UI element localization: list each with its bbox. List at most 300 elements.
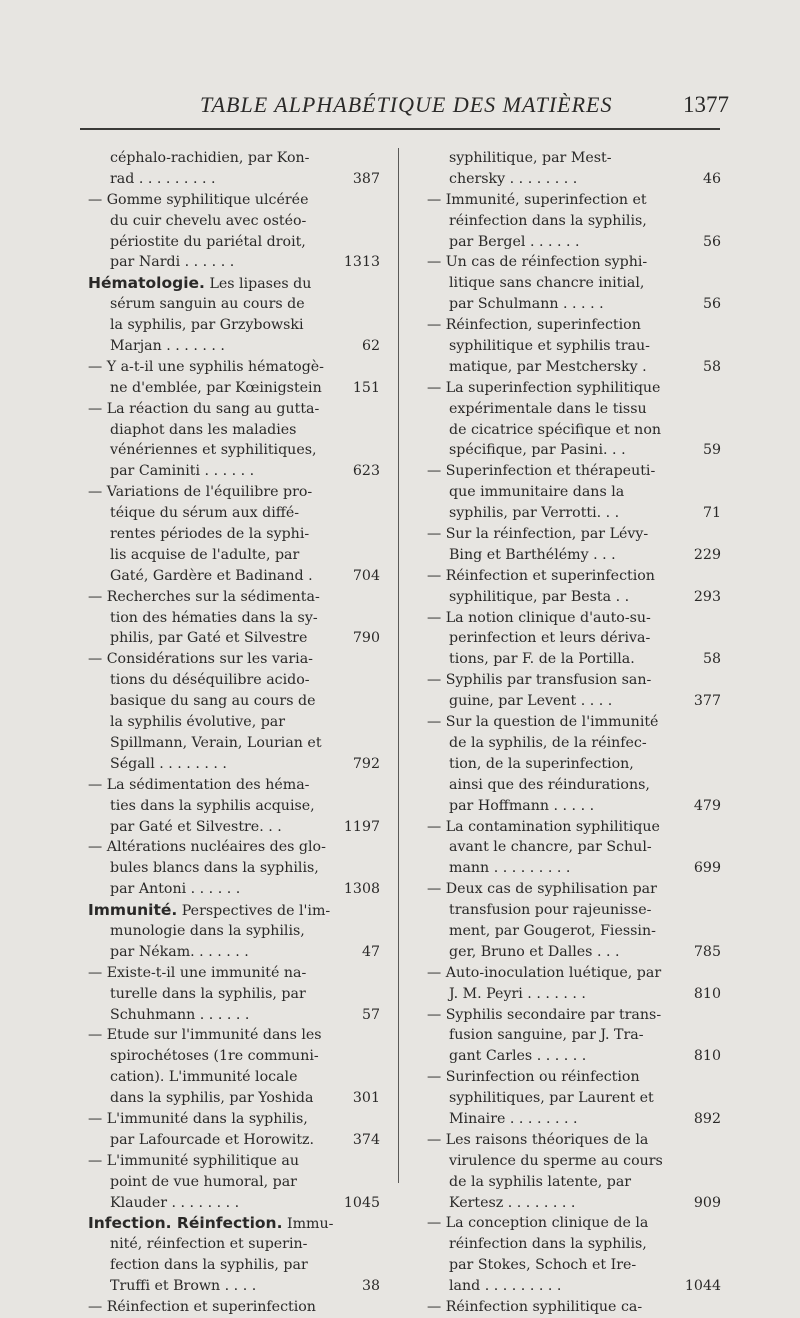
entry-line xyxy=(427,733,721,754)
page-reference: 59 xyxy=(702,442,721,459)
entry-text: par Nardi . . . . . . xyxy=(110,254,235,271)
entry-text: litique sans chancre initial, xyxy=(449,275,645,292)
entry-text: par Antoni . . . . . . xyxy=(110,881,241,898)
entry-line xyxy=(427,1005,721,1026)
page-reference: 810 xyxy=(693,1048,721,1065)
left-column xyxy=(88,148,380,1318)
page-reference: 790 xyxy=(352,630,380,647)
entry-line xyxy=(88,482,380,503)
entry-text: syphilitique, par Mest- xyxy=(449,150,612,166)
header-rule xyxy=(80,128,720,130)
entry-text: — Les raisons théoriques de la xyxy=(427,1131,649,1148)
entry-line xyxy=(427,294,721,315)
index-entry xyxy=(88,190,380,274)
entry-line xyxy=(427,273,721,294)
entry-line xyxy=(88,1046,380,1067)
page-reference: 785 xyxy=(693,943,721,960)
entry-line xyxy=(427,524,721,545)
page-reference: 56 xyxy=(702,233,721,250)
entry-line xyxy=(88,587,380,608)
entry-line xyxy=(88,754,380,775)
index-entry xyxy=(427,190,721,253)
entry-line xyxy=(88,1297,380,1318)
entry-text: avant le chancre, par Schul- xyxy=(449,839,652,856)
entry-line xyxy=(88,190,380,211)
entry-text: — Syphilis par transfusion san- xyxy=(427,672,652,689)
entry-line xyxy=(427,984,721,1005)
entry-text: de la syphilis, de la réinfec- xyxy=(449,734,647,751)
entry-text: diaphot dans les maladies xyxy=(110,421,297,438)
entry-text: — Syphilis secondaire par trans- xyxy=(427,1006,662,1023)
page-reference: 909 xyxy=(693,1194,721,1211)
index-entry xyxy=(427,963,721,1005)
column-divider xyxy=(398,148,399,1183)
entry-line xyxy=(427,879,721,900)
entry-line xyxy=(427,566,721,587)
entry-line xyxy=(88,1067,380,1088)
entry-line xyxy=(88,712,380,733)
index-entry xyxy=(427,879,721,963)
page-reference: 810 xyxy=(693,985,721,1002)
entry-text: périostite du pariétal droit, xyxy=(110,233,306,250)
entry-text: par Caminiti . . . . . . xyxy=(110,463,255,480)
entry-line xyxy=(427,545,721,566)
index-entry xyxy=(427,315,721,378)
running-title: TABLE ALPHABÉTIQUE DES MATIÈRES xyxy=(200,92,613,117)
entry-line xyxy=(427,628,721,649)
entry-line xyxy=(88,294,380,315)
index-entry xyxy=(88,900,380,963)
entry-line xyxy=(88,1213,380,1234)
page-reference: 62 xyxy=(361,338,380,355)
entry-text: — Réinfection et superinfection xyxy=(427,567,655,584)
entry-text: ainsi que des réindurations, xyxy=(449,776,650,793)
entry-line xyxy=(427,712,721,733)
entry-text: Truffi et Brown . . . . xyxy=(110,1278,257,1295)
entry-line xyxy=(88,1234,380,1255)
entry-text: — L'immunité dans la syphilis, xyxy=(88,1110,308,1127)
entry-text: — Un cas de réinfection syphi- xyxy=(427,254,648,271)
entry-line xyxy=(88,252,380,273)
entry-line xyxy=(427,1172,721,1193)
page-reference: 892 xyxy=(693,1110,721,1127)
entry-line xyxy=(88,670,380,691)
entry-text: bules blancs dans la syphilis, xyxy=(110,860,319,877)
entry-text: que immunitaire dans la xyxy=(449,484,625,501)
entry-text: Minaire . . . . . . . . xyxy=(449,1110,578,1127)
entry-text: Marjan . . . . . . . xyxy=(110,338,225,355)
entry-line xyxy=(88,524,380,545)
entry-text: cation). L'immunité locale xyxy=(110,1069,298,1086)
entry-text: par Lafourcade et Horowitz. xyxy=(110,1131,315,1148)
entry-line xyxy=(427,691,721,712)
page-reference: 387 xyxy=(352,170,380,187)
index-entry xyxy=(427,1213,721,1297)
index-entry xyxy=(427,1005,721,1068)
entry-line xyxy=(88,858,380,879)
entry-line xyxy=(88,921,380,942)
entry-line xyxy=(88,942,380,963)
entry-line xyxy=(88,357,380,378)
entry-text: guine, par Levent . . . . xyxy=(449,693,613,710)
entry-text: — Réinfection et superinfection xyxy=(88,1298,316,1315)
entry-text: chersky . . . . . . . . xyxy=(449,170,578,187)
entry-line xyxy=(427,315,721,336)
entry-text: vénériennes et syphilitiques, xyxy=(110,442,317,459)
entry-text: ger, Bruno et Dalles . . . xyxy=(449,943,620,960)
entry-text: spécifique, par Pasini. . . xyxy=(449,442,626,459)
index-entry xyxy=(88,1109,380,1151)
entry-text: basique du sang au cours de xyxy=(110,693,316,710)
entry-line xyxy=(88,733,380,754)
entry-line xyxy=(427,1088,721,1109)
index-entry xyxy=(88,587,380,650)
entry-line xyxy=(88,691,380,712)
entry-text: Bing et Barthélémy . . . xyxy=(449,546,616,563)
entry-line xyxy=(88,232,380,253)
page-reference: 57 xyxy=(361,1006,380,1023)
entry-text: Kertesz . . . . . . . . xyxy=(449,1194,576,1211)
index-entry xyxy=(427,378,721,462)
entry-text: — La superinfection syphilitique xyxy=(427,379,661,396)
entry-line xyxy=(427,1025,721,1046)
entry-text: turelle dans la syphilis, par xyxy=(110,985,306,1002)
entry-line xyxy=(427,670,721,691)
entry-line xyxy=(427,796,721,817)
entry-line xyxy=(88,1193,380,1214)
entry-text: — Altérations nucléaires des glo- xyxy=(88,839,326,856)
index-entry xyxy=(88,357,380,399)
entry-line xyxy=(427,775,721,796)
index-entry xyxy=(427,817,721,880)
entry-text: Les lipases du xyxy=(204,276,312,293)
entry-line xyxy=(88,796,380,817)
entry-line xyxy=(88,503,380,524)
index-entry xyxy=(88,399,380,483)
entry-text: syphilitique, par Besta . . xyxy=(449,588,630,605)
entry-text: Ségall . . . . . . . . xyxy=(110,755,227,772)
entry-line xyxy=(427,963,721,984)
entry-text: Gaté, Gardère et Badinand . xyxy=(110,567,313,584)
index-entry xyxy=(88,1213,380,1297)
entry-text: fusion sanguine, par J. Tra- xyxy=(449,1027,644,1044)
entry-text: — L'immunité syphilitique au xyxy=(88,1152,299,1169)
page-reference: 479 xyxy=(693,797,721,814)
entry-line xyxy=(88,461,380,482)
entry-text: Immu- xyxy=(282,1216,334,1233)
entry-line xyxy=(427,942,721,963)
entry-text: par Schulmann . . . . . xyxy=(449,296,604,313)
entry-text: perinfection et leurs dériva- xyxy=(449,630,651,647)
index-entry xyxy=(427,461,721,524)
page-reference: 792 xyxy=(352,755,380,772)
entry-text: — Considérations sur les varia- xyxy=(88,651,313,668)
entry-text: par Gaté et Silvestre. . . xyxy=(110,818,282,835)
page-reference: 38 xyxy=(361,1278,380,1295)
entry-text: gant Carles . . . . . . xyxy=(449,1048,587,1065)
index-entry xyxy=(88,775,380,838)
entry-line xyxy=(88,545,380,566)
entry-line xyxy=(88,1130,380,1151)
index-entry xyxy=(427,1067,721,1130)
entry-text: par Stokes, Schoch et Ire- xyxy=(449,1257,637,1274)
entry-line xyxy=(427,169,721,190)
entry-line xyxy=(88,273,380,294)
entry-line xyxy=(427,1234,721,1255)
index-entry xyxy=(88,649,380,774)
entry-line xyxy=(427,148,721,169)
entry-text: dans la syphilis, par Yoshida xyxy=(110,1090,314,1107)
index-entry xyxy=(427,712,721,816)
entry-line xyxy=(427,190,721,211)
page-reference: 623 xyxy=(352,463,380,480)
entry-line xyxy=(88,378,380,399)
entry-text: land . . . . . . . . . xyxy=(449,1278,562,1295)
entry-text: par Bergel . . . . . . xyxy=(449,233,580,250)
index-entry xyxy=(427,670,721,712)
page-reference: 374 xyxy=(352,1131,380,1148)
entry-text: — La notion clinique d'auto-su- xyxy=(427,609,651,626)
entry-line xyxy=(88,628,380,649)
page-reference: 229 xyxy=(693,546,721,563)
entry-text: Schuhmann . . . . . . xyxy=(110,1006,250,1023)
entry-text: du cuir chevelu avec ostéo- xyxy=(110,212,307,229)
entry-text: Spillmann, Verain, Lourian et xyxy=(110,734,322,751)
entry-line xyxy=(88,837,380,858)
index-entry xyxy=(88,1025,380,1109)
entry-line xyxy=(88,963,380,984)
entry-text: — Etude sur l'immunité dans les xyxy=(88,1027,322,1044)
entry-line xyxy=(427,461,721,482)
entry-line xyxy=(88,566,380,587)
index-entry xyxy=(427,566,721,608)
entry-text: fection dans la syphilis, par xyxy=(110,1257,308,1274)
entry-line xyxy=(427,232,721,253)
entry-text: Perspectives de l'im- xyxy=(177,903,331,920)
entry-line xyxy=(88,169,380,190)
entry-text: ment, par Gougerot, Fiessin- xyxy=(449,922,656,939)
entry-line xyxy=(88,608,380,629)
entry-line xyxy=(427,399,721,420)
entry-text: — Surinfection ou réinfection xyxy=(427,1069,640,1086)
entry-text: — Gomme syphilitique ulcérée xyxy=(88,191,309,208)
entry-text: — Recherches sur la sédimenta- xyxy=(88,588,320,605)
entry-text: nité, réinfection et superin- xyxy=(110,1236,308,1253)
entry-line xyxy=(88,649,380,670)
entry-text: — Réinfection syphilitique ca- xyxy=(427,1298,643,1315)
page-reference: 293 xyxy=(693,588,721,605)
entry-line xyxy=(427,1109,721,1130)
entry-text: — La contamination syphilitique xyxy=(427,818,660,835)
entry-text: tion, de la superinfection, xyxy=(449,755,634,772)
entry-line xyxy=(427,252,721,273)
entry-text: la syphilis évolutive, par xyxy=(110,714,286,731)
index-entry xyxy=(427,608,721,671)
entry-line xyxy=(427,1193,721,1214)
entry-text: expérimentale dans le tissu xyxy=(449,400,647,417)
entry-text: mann . . . . . . . . . xyxy=(449,860,571,877)
index-entry xyxy=(88,837,380,900)
entry-line xyxy=(88,315,380,336)
page-reference: 1197 xyxy=(343,818,380,835)
subject-heading: Infection. Réinfection. xyxy=(88,1214,283,1233)
right-column xyxy=(427,148,721,1318)
entry-line xyxy=(427,211,721,232)
entry-text: syphilis, par Verrotti. . . xyxy=(449,505,620,522)
entry-line xyxy=(427,357,721,378)
entry-text: — Sur la question de l'immunité xyxy=(427,714,659,731)
entry-line xyxy=(88,1005,380,1026)
entry-line xyxy=(427,921,721,942)
page-reference: 56 xyxy=(702,296,721,313)
entry-line xyxy=(427,1130,721,1151)
entry-line xyxy=(427,1276,721,1297)
entry-line xyxy=(427,837,721,858)
entry-text: — Existe-t-il une immunité na- xyxy=(88,964,307,981)
page-reference: 58 xyxy=(702,651,721,668)
entry-text: — La réaction du sang au gutta- xyxy=(88,400,320,417)
entry-text: syphilitiques, par Laurent et xyxy=(449,1090,654,1107)
entry-text: J. M. Peyri . . . . . . . xyxy=(449,985,586,1002)
entry-line xyxy=(88,148,380,169)
page-reference: 58 xyxy=(702,358,721,375)
entry-line xyxy=(427,378,721,399)
entry-line xyxy=(427,1213,721,1234)
entry-line xyxy=(88,900,380,921)
page-reference: 699 xyxy=(693,860,721,877)
entry-line xyxy=(88,399,380,420)
entry-line xyxy=(427,1255,721,1276)
entry-text: réinfection dans la syphilis, xyxy=(449,1236,647,1253)
entry-text: Klauder . . . . . . . . xyxy=(110,1194,240,1211)
index-entry xyxy=(88,963,380,1026)
index-entry xyxy=(427,1297,721,1318)
entry-line xyxy=(88,1025,380,1046)
entry-line xyxy=(427,503,721,524)
page-reference: 151 xyxy=(352,379,380,396)
entry-text: céphalo-rachidien, par Kon- xyxy=(110,150,310,166)
entry-text: philis, par Gaté et Silvestre xyxy=(110,630,308,647)
entry-line xyxy=(88,984,380,1005)
entry-text: virulence du sperme au cours xyxy=(449,1152,663,1169)
entry-text: rentes périodes de la syphi- xyxy=(110,526,310,543)
page-header xyxy=(0,86,800,126)
entry-text: réinfection dans la syphilis, xyxy=(449,212,647,229)
entry-line xyxy=(427,1297,721,1318)
entry-text: de cicatrice spécifique et non xyxy=(449,421,662,438)
entry-line xyxy=(88,1276,380,1297)
entry-line xyxy=(88,1088,380,1109)
page-reference: 301 xyxy=(352,1090,380,1107)
entry-line xyxy=(427,649,721,670)
entry-text: téique du sérum aux diffé- xyxy=(110,505,300,522)
entry-text: de la syphilis latente, par xyxy=(449,1173,632,1190)
page-reference: 1045 xyxy=(343,1194,380,1211)
entry-text: — Deux cas de syphilisation par xyxy=(427,881,657,898)
page-reference: 1044 xyxy=(684,1278,721,1295)
entry-line xyxy=(88,440,380,461)
entry-line xyxy=(88,1151,380,1172)
entry-text: — Superinfection et thérapeuti- xyxy=(427,463,656,480)
entry-line xyxy=(88,879,380,900)
entry-line xyxy=(427,1046,721,1067)
page-reference: 704 xyxy=(352,567,380,584)
page-reference: 46 xyxy=(702,170,721,187)
entry-text: matique, par Mestchersky . xyxy=(449,358,647,375)
entry-line xyxy=(427,858,721,879)
entry-line xyxy=(427,587,721,608)
entry-line xyxy=(88,817,380,838)
entry-text: — Variations de l'équilibre pro- xyxy=(88,484,313,501)
entry-line xyxy=(427,1151,721,1172)
entry-line xyxy=(427,440,721,461)
index-entry xyxy=(88,1151,380,1214)
page-reference: 377 xyxy=(693,693,721,710)
entry-line xyxy=(427,900,721,921)
page-reference: 47 xyxy=(361,943,380,960)
index-entry xyxy=(427,524,721,566)
entry-text: la syphilis, par Grzybowski xyxy=(110,317,304,334)
entry-line xyxy=(427,1067,721,1088)
entry-text: — Sur la réinfection, par Lévy- xyxy=(427,526,649,543)
entry-text: munologie dans la syphilis, xyxy=(110,922,305,939)
entry-text: — Auto-inoculation luétique, par xyxy=(427,964,662,981)
entry-text: sérum sanguin au cours de xyxy=(110,296,305,313)
entry-text: point de vue humoral, par xyxy=(110,1173,297,1190)
subject-heading: Hématologie. xyxy=(88,274,205,293)
entry-line xyxy=(88,1172,380,1193)
index-entry xyxy=(427,148,721,190)
index-entry xyxy=(88,148,380,190)
entry-line xyxy=(427,336,721,357)
entry-line xyxy=(88,775,380,796)
entry-text: tion des hématies dans la sy- xyxy=(110,609,318,626)
page-reference: 71 xyxy=(702,505,721,522)
entry-text: tions, par F. de la Portilla. xyxy=(449,651,635,668)
index-entry xyxy=(88,482,380,586)
entry-text: ne d'emblée, par Kœinigstein xyxy=(110,379,322,396)
page-reference: 1313 xyxy=(343,254,380,271)
entry-text: — Immunité, superinfection et xyxy=(427,191,647,208)
entry-line xyxy=(427,817,721,838)
entry-text: — La sédimentation des héma- xyxy=(88,776,310,793)
page-number: 1377 xyxy=(683,92,729,117)
entry-text: syphilitique et syphilis trau- xyxy=(449,338,650,355)
entry-line xyxy=(88,420,380,441)
entry-text: — La conception clinique de la xyxy=(427,1215,649,1232)
entry-line xyxy=(427,754,721,775)
index-entry xyxy=(427,1130,721,1214)
subject-heading: Immunité. xyxy=(88,901,178,920)
entry-line xyxy=(88,1255,380,1276)
entry-line xyxy=(88,1109,380,1130)
entry-text: spirochétoses (1re communi- xyxy=(110,1048,319,1065)
index-entry xyxy=(427,252,721,315)
entry-text: tions du déséquilibre acido- xyxy=(110,672,310,689)
entry-text: par Nékam. . . . . . . xyxy=(110,943,249,960)
entry-text: lis acquise de l'adulte, par xyxy=(110,546,300,563)
entry-text: par Hoffmann . . . . . xyxy=(449,797,595,814)
index-entry xyxy=(88,1297,380,1318)
entry-line xyxy=(427,420,721,441)
entry-line xyxy=(88,336,380,357)
page-reference: 1308 xyxy=(343,881,380,898)
entry-line xyxy=(88,211,380,232)
index-entry xyxy=(88,273,380,357)
entry-line xyxy=(427,608,721,629)
entry-text: transfusion pour rajeunisse- xyxy=(449,902,652,919)
entry-text: — Réinfection, superinfection xyxy=(427,317,641,334)
